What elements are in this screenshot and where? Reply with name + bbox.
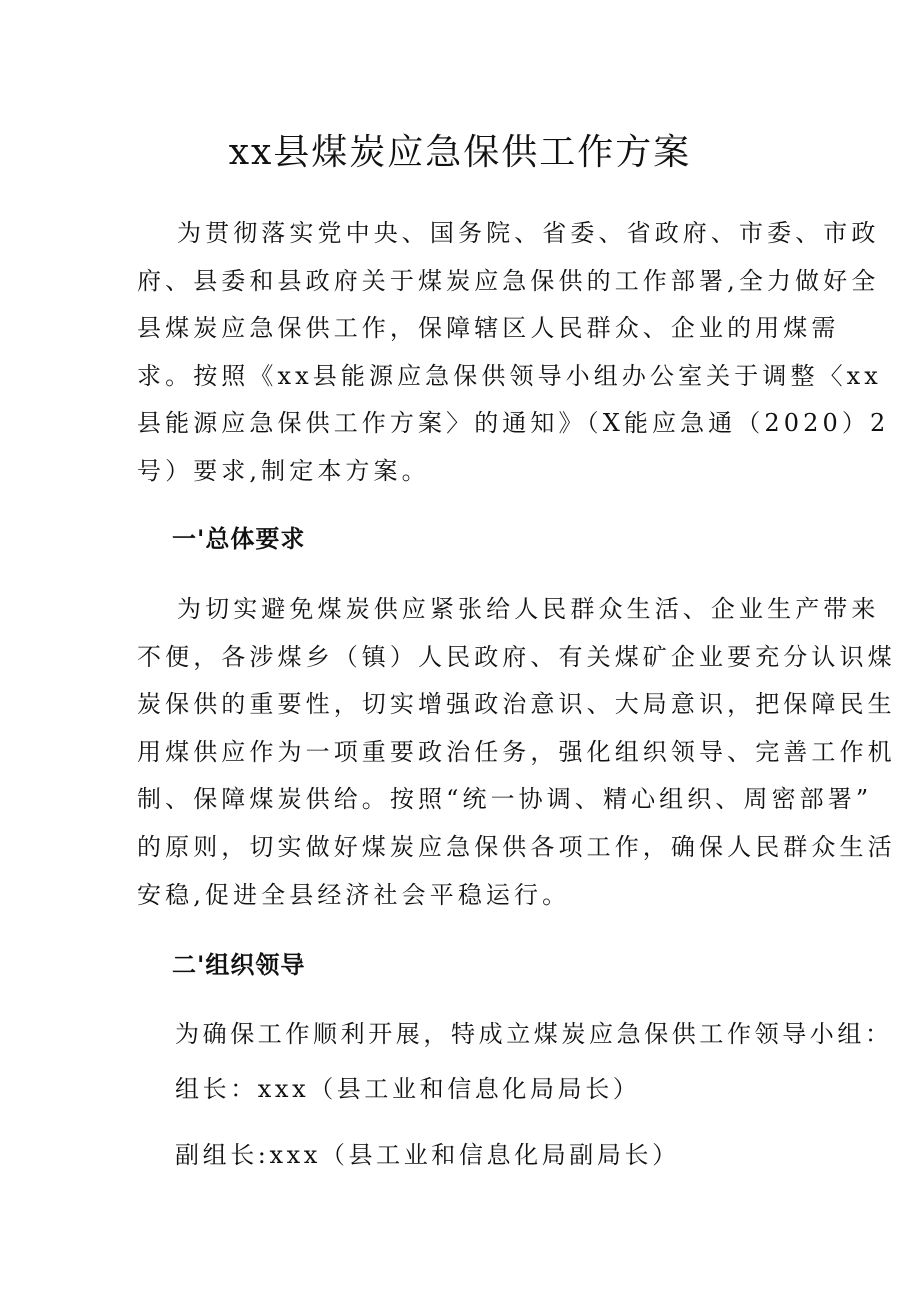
paragraph-line: 府、县委和县政府关于煤炭应急保供的工作部署,全力做好全: [137, 266, 880, 295]
document-title: xx县煤炭应急保供工作方案: [228, 132, 692, 173]
paragraph-line: 安稳,促进全县经济社会平稳运行。: [137, 880, 571, 909]
paragraph-line: 不便，各涉煤乡（镇）人民政府、有关煤矿企业要充分认识煤: [137, 642, 896, 671]
section2-intro: 为确保工作顺利开展，特成立煤炭应急保供工作领导小组：: [175, 1020, 893, 1048]
deputy-leader-line: 副组长:xxx（县工业和信息化局副局长）: [175, 1141, 680, 1169]
paragraph-line: 求。按照《xx县能源应急保供领导小组办公室关于调整〈xx: [137, 361, 882, 390]
paragraph-line: 县煤炭应急保供工作，保障辖区人民群众、企业的用煤需: [137, 314, 840, 343]
paragraph-line: 炭保供的重要性，切实增强政治意识、大局意识，把保障民生: [137, 690, 896, 719]
paragraph-line: 为切实避免煤炭供应紧张给人民群众生活、企业生产带来: [177, 595, 880, 623]
paragraph-line: 用煤供应作为一项重要政治任务，强化组织领导、完善工作机: [137, 737, 896, 766]
paragraph-line: 制、保障煤炭供给。按照“统一协调、精心组织、周密部署”: [137, 785, 873, 814]
section-heading-overall-requirements: 一'总体要求: [172, 525, 306, 553]
paragraph-line: 号）要求,制定本方案。: [137, 456, 430, 485]
intro-paragraph: [137, 210, 890, 496]
section-heading-organization: 二'组织领导: [172, 951, 306, 979]
paragraph-line: 县能源应急保供工作方案〉的通知》（X能应急通（2020）2: [137, 409, 890, 438]
section1-paragraph: [137, 586, 896, 919]
paragraph-line: 的原则，切实做好煤炭应急保供各项工作，确保人民群众生活: [137, 832, 896, 861]
paragraph-line: 为贯彻落实党中央、国务院、省委、省政府、市委、市政: [177, 219, 880, 247]
leader-line: 组长：xxx（县工业和信息化局局长）: [175, 1075, 641, 1103]
